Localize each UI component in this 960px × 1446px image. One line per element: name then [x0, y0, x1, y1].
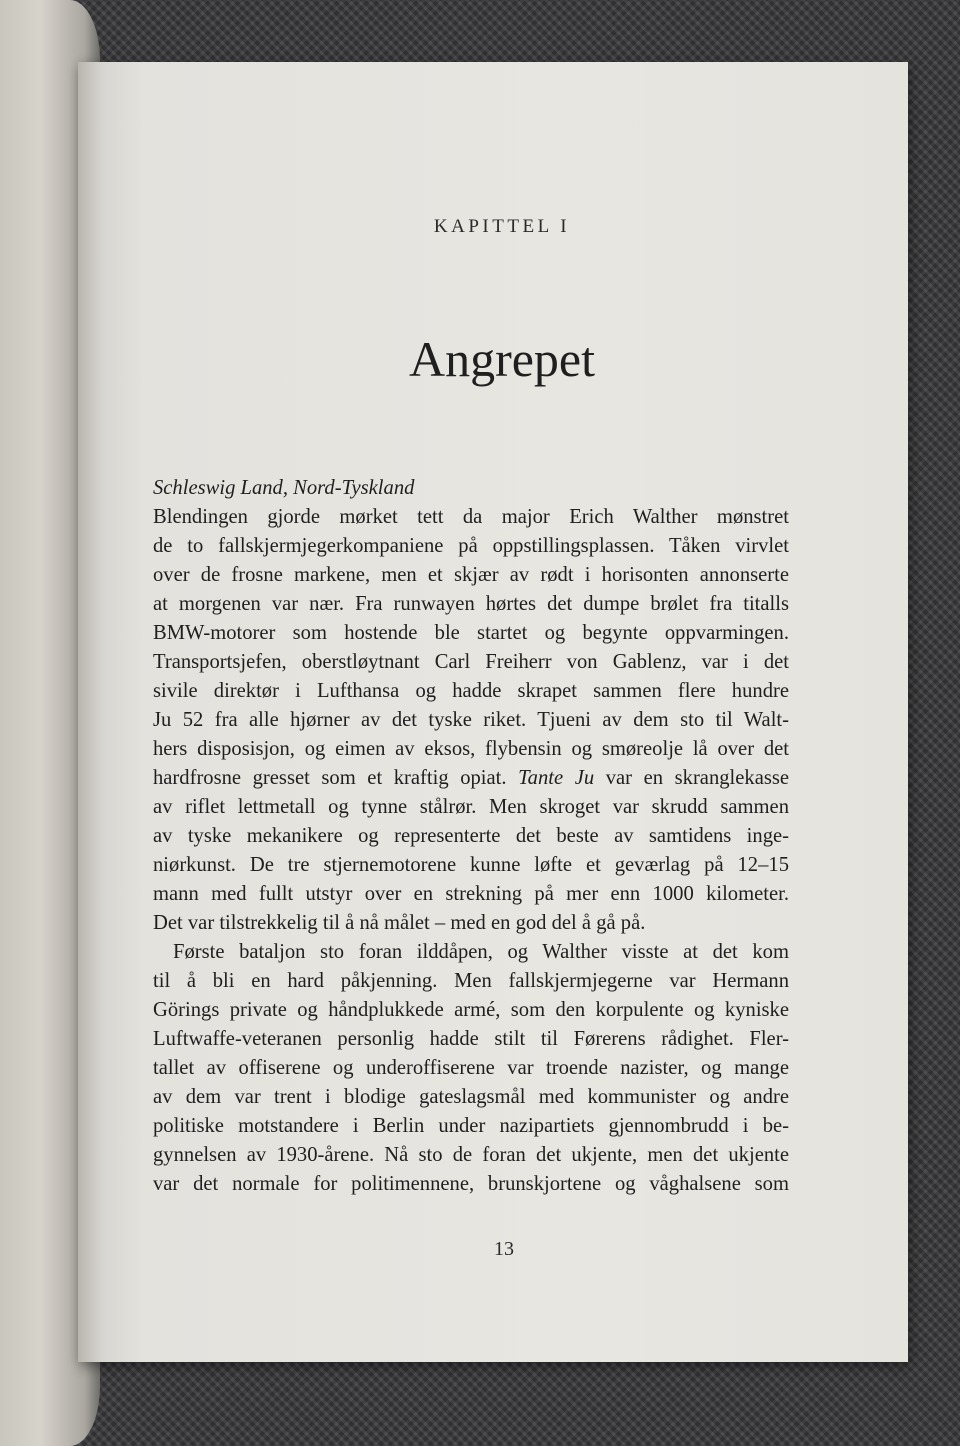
- text-line: til å bli en hard påkjenning. Men fallskjermjegerne var Hermann: [153, 970, 789, 992]
- text-line: sivile direktør i Lufthansa og hadde skrapet sammen flere hundre: [153, 680, 789, 702]
- text-line: var det normale for politimennene, brunskjortene og våghalsene som: [153, 1173, 789, 1195]
- text-line: mann med fullt utstyr over en strekning på mer enn 1000 kilometer.: [153, 883, 789, 905]
- text-line: niørkunst. De tre stjernemotorene kunne løfte et geværlag på 12–15: [153, 854, 789, 876]
- chapter-label: KAPITTEL I: [433, 216, 571, 237]
- book-page: [78, 62, 908, 1362]
- text-line: politiske motstandere i Berlin under nazipartiets gjennombrudd i be-: [153, 1115, 789, 1137]
- page-number: 13: [494, 1238, 514, 1260]
- text-line: tallet av offiserene og underoffiserene var troende nazister, og mange: [153, 1057, 789, 1079]
- text-line: Transportsjefen, oberstløytnant Carl Freiherr von Gablenz, var i det: [153, 651, 789, 673]
- italic-phrase: Tante Ju: [518, 767, 595, 789]
- text-line: at morgenen var nær. Fra runwayen hørtes det dumpe brølet fra titalls: [153, 593, 789, 615]
- place-heading: Schleswig Land, Nord-Tyskland: [153, 477, 415, 499]
- text-line: over de frosne markene, men et skjær av rødt i horisonten annonserte: [153, 564, 789, 586]
- text-line: hardfrosne gresset som et kraftig opiat. Tante Ju var en skranglekasse: [153, 767, 789, 789]
- text-line: Det var tilstrekkelig til å nå målet – med en god del å gå på.: [153, 912, 646, 934]
- text-line: hers disposisjon, og eimen av eksos, flybensin og smøreolje lå over det: [153, 738, 789, 760]
- body-text: [153, 474, 789, 1199]
- text-line: gynnelsen av 1930-årene. Nå sto de foran det ukjente, men det ukjente: [153, 1144, 789, 1166]
- text-line: BMW-motorer som hostende ble startet og begynte oppvarmingen.: [153, 622, 789, 644]
- text-line: Görings private og håndplukkede armé, som den korpulente og kyniske: [153, 999, 789, 1021]
- chapter-title: Angrepet: [408, 331, 596, 387]
- text-line: Blendingen gjorde mørket tett da major Erich Walther mønstret: [153, 506, 789, 528]
- text-line: av dem var trent i blodige gateslagsmål med kommunister og andre: [153, 1086, 789, 1108]
- text-line: de to fallskjermjegerkompaniene på oppstillingsplassen. Tåken virvlet: [153, 535, 789, 557]
- text-line: Luftwaffe-veteranen personlig hadde stilt til Førerens rådighet. Fler-: [153, 1028, 789, 1050]
- text-line: Ju 52 fra alle hjørner av det tyske riket. Tjueni av dem sto til Walt-: [153, 709, 789, 731]
- text-line: av tyske mekanikere og representerte det beste av samtidens inge-: [153, 825, 789, 847]
- text-line: Første bataljon sto foran ilddåpen, og Walther visste at det kom: [173, 941, 789, 963]
- text-line: av riflet lettmetall og tynne stålrør. Men skroget var skrudd sammen: [153, 796, 789, 818]
